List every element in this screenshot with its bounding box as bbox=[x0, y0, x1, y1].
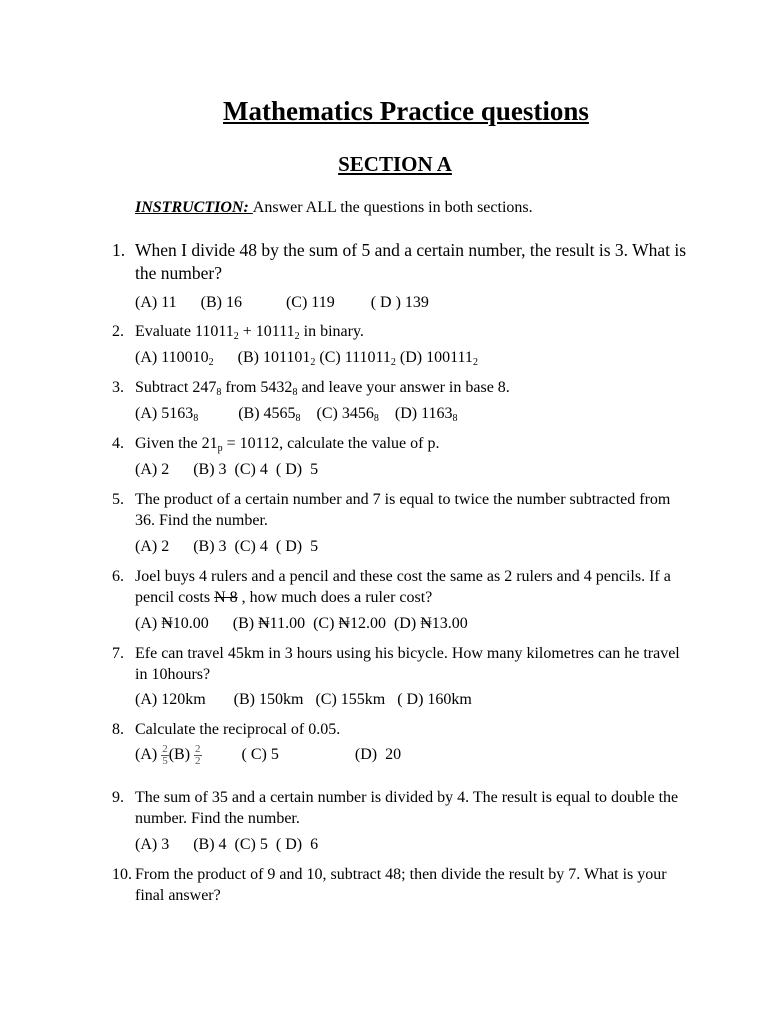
naira-sign: ₦ bbox=[258, 615, 270, 632]
option-a: (A) $\frac{2}{5}$ bbox=[135, 743, 168, 767]
options-5 bbox=[135, 538, 318, 556]
question-text: From the product of 9 and 10, subtract 48; then divide the result by 7. What is your final answer? bbox=[135, 866, 667, 904]
options-4 bbox=[135, 461, 318, 479]
options-8 bbox=[135, 744, 401, 767]
option-d: ( D) 5 bbox=[275, 461, 319, 478]
option-a: (A) 3 bbox=[135, 836, 170, 853]
option-b: (B) 4 bbox=[193, 836, 227, 853]
naira-sign: ₦ bbox=[161, 615, 173, 632]
question-text: Efe can travel 45km in 3 hours using his bicycle. How many kilometres can he travel in 10hours? bbox=[135, 645, 680, 683]
option-a: (A) ₦10.00 bbox=[135, 615, 209, 632]
instruction-label: INSTRUCTION: bbox=[135, 199, 253, 216]
option-c: (C) 119 bbox=[285, 294, 335, 311]
option-b: (B) 3 bbox=[193, 461, 227, 478]
fraction: $\frac{2}{2}$ bbox=[195, 743, 201, 767]
question-number: 1. bbox=[112, 240, 126, 260]
option-a: (A) $5163_8$ bbox=[135, 405, 199, 424]
option-a: (A) 11 bbox=[135, 294, 177, 311]
option-c: (C) ₦12.00 bbox=[313, 615, 386, 632]
option-c: (C) 155km bbox=[315, 691, 386, 708]
option-c: (C) $111011_2$ bbox=[319, 349, 396, 368]
question-text: Given the $21_p = 10112$, calculate the value of p. bbox=[135, 435, 440, 454]
option-d: (D) ₦13.00 bbox=[393, 615, 468, 632]
question-number: 3. bbox=[112, 379, 124, 396]
option-d: ( D) 6 bbox=[275, 836, 319, 853]
options-9 bbox=[135, 836, 318, 854]
instruction-text: Answer ALL the questions in both sections. bbox=[252, 199, 533, 216]
option-b: (B) 16 bbox=[200, 294, 242, 311]
question-number: 10. bbox=[112, 866, 132, 883]
question-text: Calculate the reciprocal of 0.05. bbox=[135, 721, 341, 738]
option-d: (D) $1163_8$ bbox=[394, 405, 458, 424]
option-c: (C) 5 bbox=[234, 836, 268, 853]
question-number: 6. bbox=[112, 568, 124, 585]
naira-sign: ₦ bbox=[420, 615, 432, 632]
option-d: ( D ) 139 bbox=[370, 294, 429, 311]
question-text: Subtract $247_8$ from $5432_8$ and leave your answer in base 8. bbox=[135, 379, 510, 398]
options-7 bbox=[135, 691, 472, 709]
fraction: $\frac{2}{5}$ bbox=[162, 743, 168, 767]
question-text: The product of a certain number and 7 is equal to twice the number subtracted from 36. Find the number. bbox=[135, 491, 671, 529]
option-a: (A) $110010_2$ bbox=[135, 349, 214, 368]
question-text: The sum of 35 and a certain number is divided by 4. The result is equal to double the number. Find the number. bbox=[135, 789, 679, 827]
option-b: (B) 150km bbox=[233, 691, 304, 708]
option-a: (A) 2 bbox=[135, 538, 170, 555]
question-text: When I divide 48 by the sum of 5 and a certain number, the result is 3. What is the number? bbox=[135, 240, 687, 283]
option-d: ( D) 5 bbox=[275, 538, 319, 555]
question-number: 8. bbox=[112, 721, 124, 738]
options-3 bbox=[135, 405, 458, 423]
question-text: Evaluate $11011_2 + 10111_2$ in binary. bbox=[135, 323, 364, 342]
option-b: (B) $\frac{2}{2}$ bbox=[168, 743, 201, 767]
option-d: (D) $100111_2$ bbox=[399, 349, 478, 368]
question-number: 2. bbox=[112, 323, 124, 340]
price-amount: N 8 bbox=[214, 589, 238, 606]
section-heading: SECTION A bbox=[338, 152, 452, 176]
options-2 bbox=[135, 349, 478, 367]
page-title: Mathematics Practice questions bbox=[223, 96, 589, 126]
question-number: 9. bbox=[112, 789, 124, 806]
question-text: Joel buys 4 rulers and a pencil and these cost the same as 2 rulers and 4 pencils. If a pencil costs N 8 , how much does a ruler cost? bbox=[135, 568, 671, 606]
option-b: (B) 3 bbox=[193, 538, 227, 555]
option-c: (C) 4 bbox=[234, 538, 268, 555]
instruction bbox=[135, 199, 533, 217]
naira-sign: ₦ bbox=[338, 615, 350, 632]
options-1 bbox=[135, 294, 429, 312]
option-a: (A) 120km bbox=[135, 691, 206, 708]
option-d: ( D) 160km bbox=[397, 691, 472, 708]
option-b: (B) $101101_2$ bbox=[237, 349, 316, 368]
question-number: 7. bbox=[112, 645, 124, 662]
option-a: (A) 2 bbox=[135, 461, 170, 478]
option-d: (D) 20 bbox=[354, 746, 402, 764]
question-number: 4. bbox=[112, 435, 124, 452]
option-c: (C) $3456_8$ bbox=[316, 405, 379, 424]
option-c: ( C) 5 bbox=[241, 746, 279, 764]
options-6 bbox=[135, 615, 468, 633]
option-c: (C) 4 bbox=[234, 461, 268, 478]
option-b: (B) ₦11.00 bbox=[232, 615, 306, 632]
option-b: (B) $4565_8$ bbox=[238, 405, 301, 424]
question-number: 5. bbox=[112, 491, 124, 508]
